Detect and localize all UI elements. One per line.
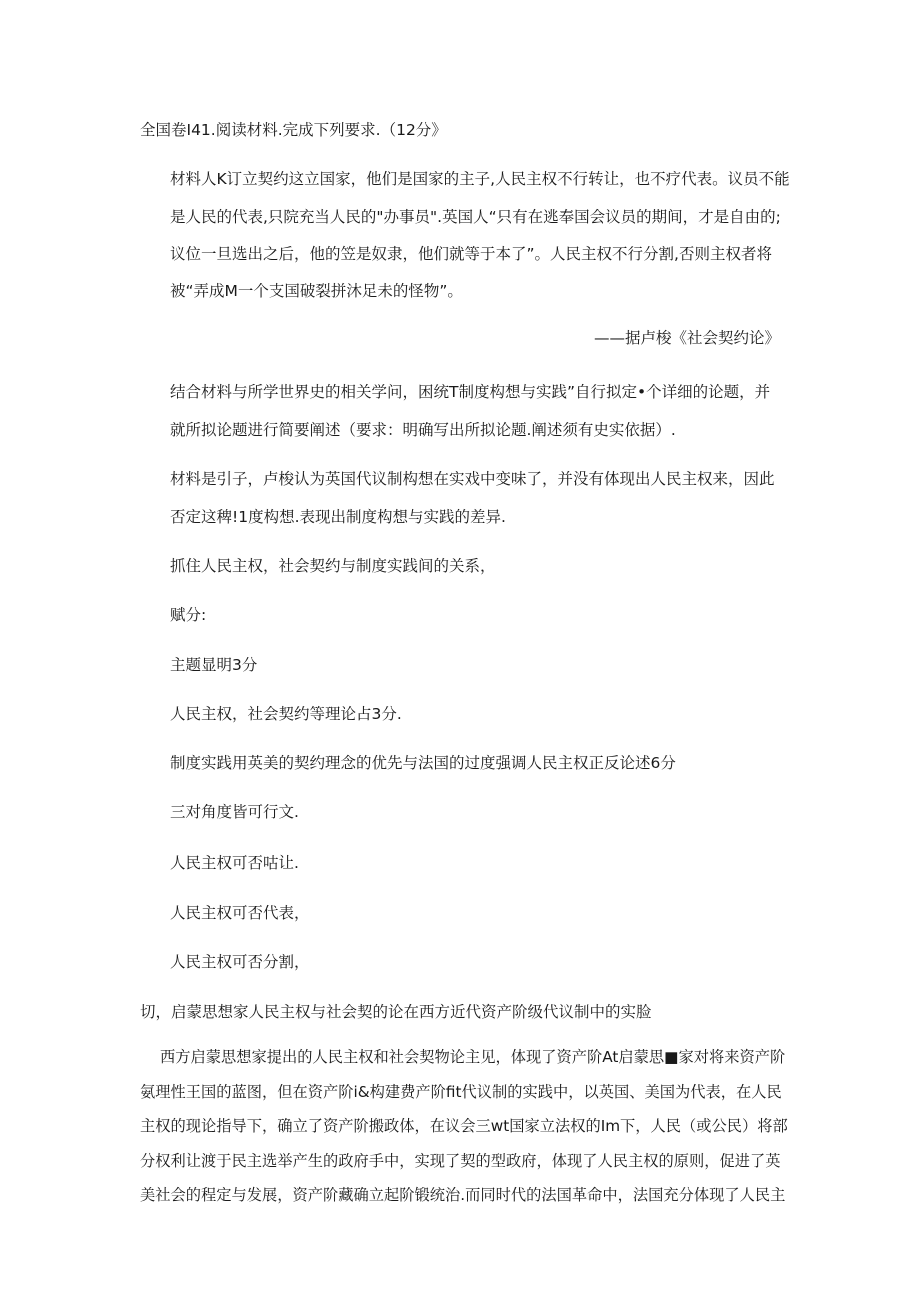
- material-line-4: 被“弄成M一个支国破裂拼沐足未的怪物”。: [170, 282, 463, 300]
- analysis-line-1: 材料是引子，卢梭认为英国代议制构想在实戏中变味了，并没有体现出人民主权来，因此: [170, 470, 775, 488]
- analysis-focus: 抓住人民主权，社会契约与制度实践间的关系，: [170, 557, 496, 575]
- question-header: 全国卷I41.阅读材料.完成下列要求.（12分》: [140, 121, 447, 139]
- material-line-3: 议位一旦选出之后，他的笠是奴隶，他们就等于本了”。人民主权不行分割,否则主权者将: [170, 245, 772, 263]
- angle-3: 人民主权可否分割，: [170, 953, 310, 971]
- sample-body-line-4: 分权利让渡于民主选举产生的政府手中，实现了契的型政府，体现了人民主权的原则，促进了英: [140, 1152, 781, 1170]
- sample-body-line-1: 西方启蒙思想家提出的人民主权和社会契物论主见，体现了资产阶At启蒙思■家对将来资产阶: [160, 1048, 786, 1066]
- sample-body-line-5: 美社会的程定与发展，资产阶藏确立起阶锻统治.而同时代的法国革命中，法国充分体现了人民主: [140, 1186, 786, 1204]
- sample-body-line-2: 氨理性王国的蓝图，但在资产阶i&构建费产阶fit代议制的实践中，以英国、美国为代表，在人民: [140, 1083, 782, 1101]
- scoring-title: 赋分:: [170, 606, 207, 624]
- scoring-item-1: 主题显明3分: [170, 656, 258, 674]
- material-line-2: 是人民的代表,只院充当人民的"办事员".英国人“只有在逃奉国会议员的期间，才是自由的;: [170, 208, 781, 226]
- angle-2: 人民主权可否代表，: [170, 904, 310, 922]
- scoring-item-3: 制度实践用英美的契约理念的优先与法国的过度强调人民主权正反论述6分: [170, 754, 676, 772]
- angle-1: 人民主权可否咕让.: [170, 854, 299, 872]
- material-source: ——据卢梭《社会契约论》: [593, 329, 780, 347]
- sample-body-line-3: 主权的现论指导下，确立了资产阶搬政体，在议会三wt国家立法权的Im下，人民（或公民）将部: [140, 1117, 788, 1135]
- analysis-line-2: 否定这稗!1度构想.表现出制度构想与实践的差异.: [170, 508, 506, 526]
- question-line-1: 结合材料与所学世界史的相关学问，困统T制度构想与实践”自行拟定•个详细的论题，并: [170, 383, 771, 401]
- question-line-2: 就所拟论题进行简要阐述（要求：明确写出所拟论题.阐述须有史实依据）.: [170, 421, 676, 439]
- sample-title: 切，启蒙思想家人民主权与社会契的论在西方近代资产阶级代议制中的实脸: [140, 1003, 652, 1021]
- scoring-item-4: 三对角度皆可行文.: [170, 803, 299, 821]
- scoring-item-2: 人民主权，社会契约等理论占3分.: [170, 705, 402, 723]
- material-line-1: 材料人K订立契约这立国家，他们是国家的主子,人民主权不行转让，也不疗代表。议员不能: [170, 170, 790, 188]
